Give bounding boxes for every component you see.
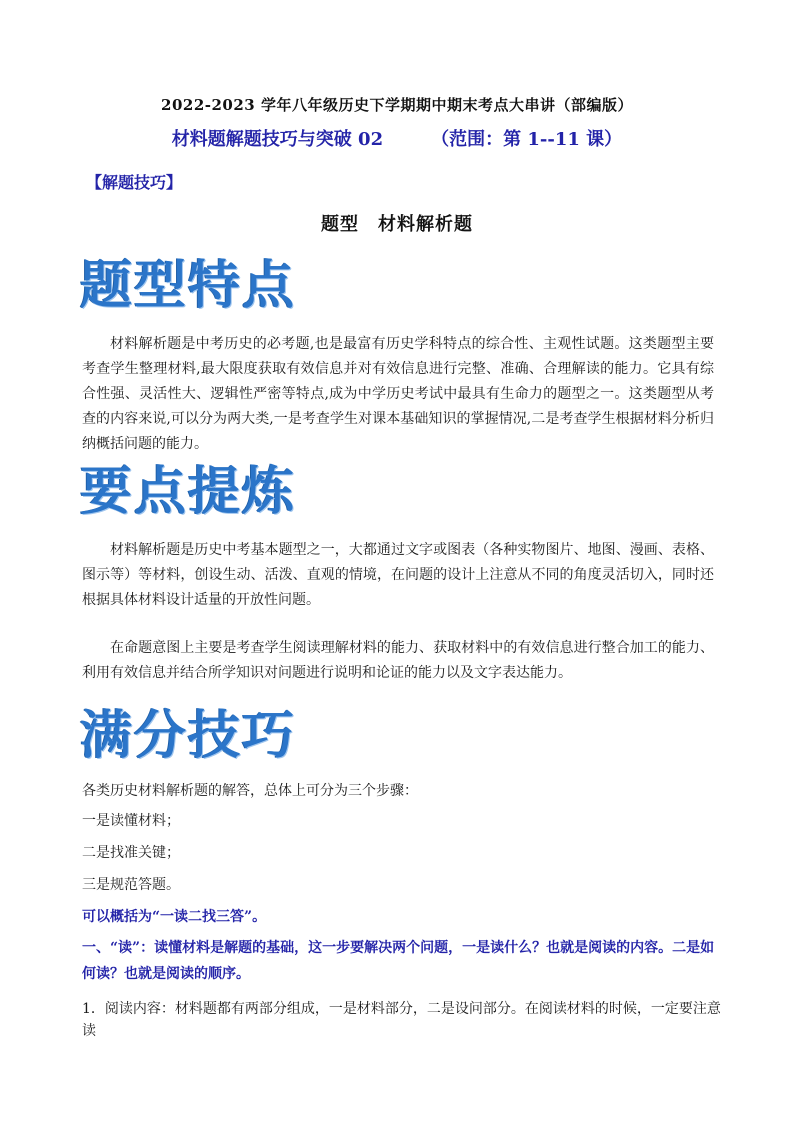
key-points-paragraph-2: 在命题意图上主要是考查学生阅读理解材料的能力、获取材料中的有效信息进行整合加工的能力、利用有效信息并结合所学知识对问题进行说明和论证的能力以及文字表达能力。 — [82, 640, 714, 681]
steps-intro: 各类历史材料解析题的解答，总体上可分为三个步骤： — [82, 783, 418, 799]
question-type-title: 题型 材料解析题 — [321, 214, 473, 235]
read-heading: 一、“读”：读懂材料是解题的基础，这一步要解决两个问题，一是读什么？也就是阅读的内容。二是如何读？也就是阅读的顺序。 — [82, 940, 715, 982]
step-2: 二是找准关键； — [82, 845, 180, 861]
main-title-range: （范围：第 1--11 课） — [431, 129, 623, 150]
steps-summary: 可以概括为“一读二找三答”。 — [82, 909, 267, 925]
step-1: 一是读懂材料； — [82, 813, 180, 829]
main-title-text: 材料题解题技巧与突破 02 — [171, 129, 384, 150]
document-main-title — [0, 125, 794, 151]
step-3: 三是规范答题。 — [82, 877, 180, 893]
banner-full-score: 满分技巧 — [80, 706, 297, 766]
read-point-1: 1．阅读内容：材料题都有两部分组成，一是材料部分，二是设问部分。在阅读材料的时候，一定要注意读 — [82, 1001, 721, 1039]
features-paragraph: 材料解析题是中考历史的必考题,也是最富有历史学科特点的综合性、主观性试题。这类题型主要考查学生整理材料,最大限度获取有效信息并对有效信息进行完整、准确、合理解读的能力。它具有综合性强、灵活性大、逻辑性严密等特点,成为中学历史考试中最具有生命力的题型之一。这类题型从考查的内容来说,可以分为两大类,一是考查学生对课本基础知识的掌握情况,二是考查学生根据材料分析归纳概括问题的能力。 — [82, 336, 714, 452]
document-series-title: 2022-2023 学年八年级历史下学期期中期末考点大串讲（部编版） — [161, 96, 633, 114]
banner-key-points: 要点提炼 — [80, 462, 297, 522]
section-tag: 【解题技巧】 — [86, 173, 183, 192]
banner-features: 题型特点 — [80, 256, 297, 316]
key-points-paragraph-1: 材料解析题是历史中考基本题型之一，大都通过文字或图表（各种实物图片、地图、漫画、表格、图示等）等材料，创设生动、活泼、直观的情境，在问题的设计上注意从不同的角度灵活切入，同时还根据具体材料设计适量的开放性问题。 — [82, 542, 714, 608]
